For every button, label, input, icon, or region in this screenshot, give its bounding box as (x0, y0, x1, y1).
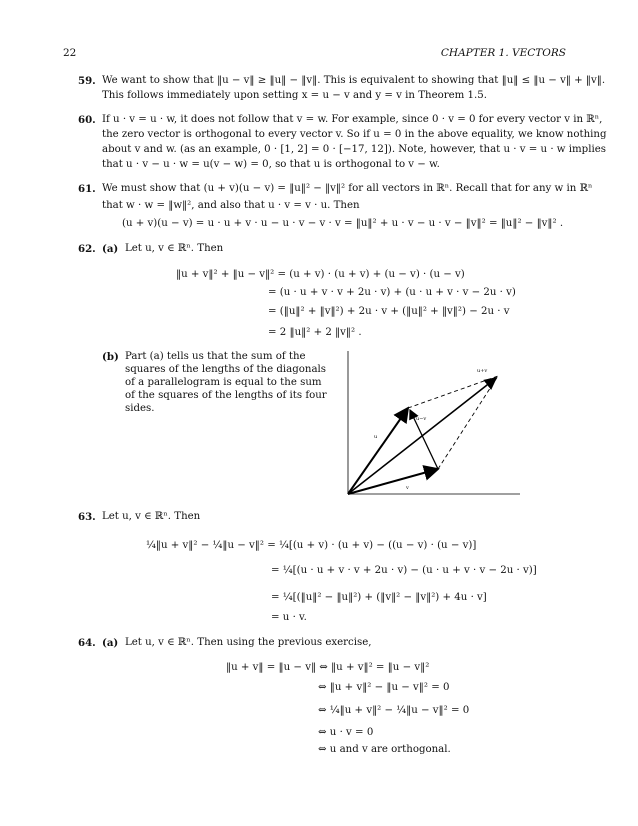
label-v: v (406, 485, 409, 491)
exercise-64-eq4: ⇔ u · v = 0 (318, 727, 374, 738)
exercise-64-eq3: ⇔ ¼‖u + v‖² − ¼‖u − v‖² = 0 (318, 705, 470, 716)
exercise-63-eq2: = ¼[(u · u + v · v + 2u · v) − (u · u + v · v − 2u · v)] (271, 565, 537, 576)
exercise-64-eq5: ⇔ u and v are orthogonal. (318, 744, 451, 755)
exercise-62a-eq3: = (‖u‖² + ‖v‖²) + 2u · v + (‖u‖² + ‖v‖²) − 2u · v (268, 306, 510, 317)
parallelogram-figure (330, 346, 530, 501)
exercise-62b-label: (b) (102, 351, 119, 363)
page-number: 22 (63, 47, 77, 59)
exercise-61-number: 61. (78, 183, 96, 195)
vector-u-plus-v (348, 378, 496, 494)
vector-v (348, 469, 438, 494)
exercise-63-intro: Let u, v ∈ ℝⁿ. Then (102, 511, 201, 522)
exercise-61-line2: that w · w = ‖w‖², and also that u · v = v · u. Then (102, 200, 360, 211)
exercise-62b-line2: squares of the lengths of the diagonals (125, 364, 326, 375)
exercise-63-eq1: ¼‖u + v‖² − ¼‖u − v‖² = ¼[(u + v) · (u + v) − ((u − v) · (u − v)] (146, 540, 477, 551)
exercise-62b-line3: of a parallelogram is equal to the sum (125, 377, 322, 388)
exercise-61-line1: We must show that (u + v)(u − v) = ‖u‖² − ‖v‖² for all vectors in ℝⁿ. Recall that for any w in ℝⁿ (102, 183, 593, 194)
dashed-side-right (438, 376, 498, 469)
exercise-64-eq1: ‖u + v‖ = ‖u − v‖ ⇔ ‖u + v‖² = ‖u − v‖² (226, 662, 430, 673)
exercise-60-line1: If u · v = u · w, it does not follow that v = w. For example, since 0 · v = 0 for every vector v in ℝⁿ, (102, 114, 603, 125)
exercise-59-number: 59. (78, 75, 96, 87)
exercise-64-eq2: ⇔ ‖u + v‖² − ‖u − v‖² = 0 (318, 682, 450, 693)
label-u-plus-v: u+v (477, 368, 488, 374)
exercise-62-number: 62. (78, 243, 96, 255)
exercise-62a-eq2: = (u · u + v · v + 2u · v) + (u · u + v · v − 2u · v) (268, 287, 516, 298)
exercise-61-equation: (u + v)(u − v) = u · u + v · u − u · v − v · v = ‖u‖² + u · v − u · v − ‖v‖² = ‖u‖² − ‖v‖² . (122, 218, 564, 229)
exercise-62a-eq4: = 2 ‖u‖² + 2 ‖v‖² . (268, 327, 362, 338)
exercise-62a-text: Let u, v ∈ ℝⁿ. Then (125, 243, 224, 254)
exercise-63-number: 63. (78, 511, 96, 523)
exercise-62a-eq1: ‖u + v‖² + ‖u − v‖² = (u + v) · (u + v) + (u − v) · (u − v) (176, 269, 465, 280)
exercise-62a-label: (a) (102, 243, 119, 255)
exercise-64a-text: Let u, v ∈ ℝⁿ. Then using the previous exercise, (125, 637, 372, 648)
exercise-63-eq4: = u · v. (271, 612, 307, 623)
exercise-62b-line4: of the squares of the lengths of its four (125, 390, 327, 401)
exercise-64-number: 64. (78, 637, 96, 649)
exercise-62b-line1: Part (a) tells us that the sum of the (125, 351, 306, 362)
exercise-64a-label: (a) (102, 637, 119, 649)
exercise-60-line3: about v and w. (as an example, 0 · [1, 2] = 0 · [−17, 12]). Note, however, that u · v = u · w implies (102, 144, 606, 155)
exercise-60-line2: the zero vector is orthogonal to every vector v. So if u = 0 in the above equality, we know nothing (102, 129, 607, 140)
exercise-59-line2: This follows immediately upon setting x = u − v and y = v in Theorem 1.5. (102, 90, 487, 101)
exercise-60-number: 60. (78, 114, 96, 126)
chapter-title: CHAPTER 1. VECTORS (440, 47, 566, 59)
label-u-minus-v: u−v (416, 416, 427, 422)
exercise-60-line4: that u · v − u · w = u(v − w) = 0, so that u is orthogonal to v − w. (102, 159, 440, 170)
exercise-59-line1: We want to show that ‖u − v‖ ≥ ‖u‖ − ‖v‖. This is equivalent to showing that ‖u‖ ≤ ‖u − v‖ + ‖v‖. (102, 75, 606, 86)
dashed-side-top (408, 376, 498, 408)
vector-u (348, 408, 408, 494)
exercise-63-eq3: = ¼[(‖u‖² − ‖u‖²) + (‖v‖² − ‖v‖²) + 4u · v] (271, 592, 487, 603)
label-u: u (374, 434, 378, 440)
exercise-62b-line5: sides. (125, 403, 155, 414)
